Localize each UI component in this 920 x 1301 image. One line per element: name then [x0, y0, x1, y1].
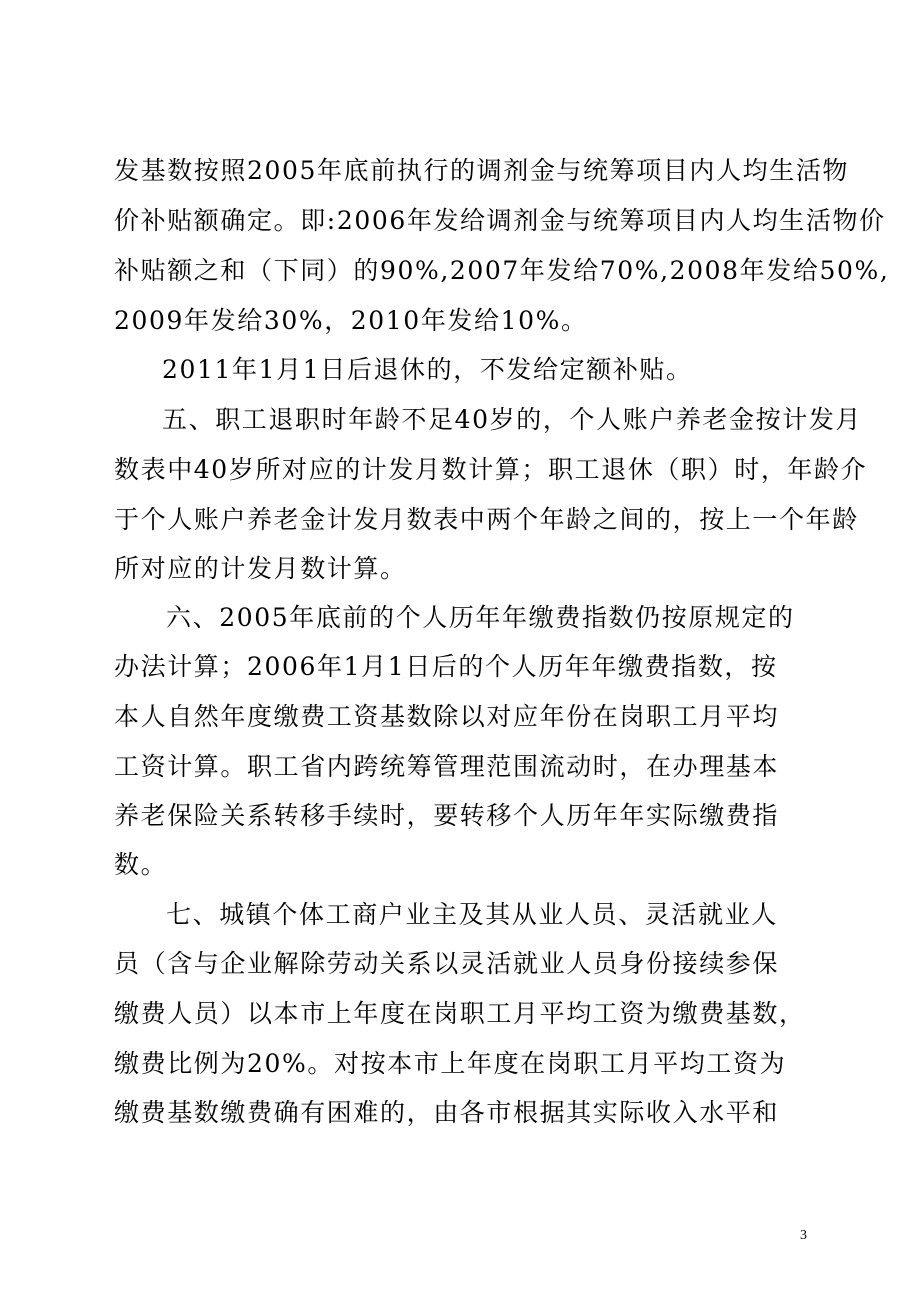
text-line: 七、城镇个体工商户业主及其从业人员、灵活就业人: [166, 900, 778, 929]
text-line: 六、2005年底前的个人历年年缴费指数仍按原规定的: [166, 603, 795, 632]
text-line: 数。: [114, 850, 168, 879]
text-line: 2011年1月1日后退休的，不发给定额补贴。: [162, 355, 693, 384]
text-line: 养老保险关系转移手续时，要转移个人历年年实际缴费指: [114, 801, 780, 830]
text-line: 发基数按照2005年底前执行的调剂金与统筹项目内人均生活物: [114, 156, 850, 185]
text-line: 五、职工退职时年龄不足40岁的，个人账户养老金按计发月: [162, 405, 863, 434]
text-line: 所对应的计发月数计算。: [114, 554, 407, 583]
text-line: 价补贴额确定。即:2006年发给调剂金与统筹项目内人均生活物价: [114, 206, 886, 235]
text-line: 工资计算。职工省内跨统筹管理范围流动时，在办理基本: [114, 752, 780, 781]
text-line: 数表中40岁所对应的计发月数计算；职工退休（职）时，年龄介: [114, 455, 868, 484]
page-number: 3: [800, 1228, 807, 1243]
text-line: 2009年发给30%，2010年发给10%。: [114, 306, 588, 335]
text-line: 于个人账户养老金计发月数表中两个年龄之间的，按上一个年龄: [114, 505, 859, 534]
text-line: 办法计算；2006年1月1日后的个人历年年缴费指数，按: [114, 652, 778, 681]
text-line: 缴费比例为20%。对按本市上年度在岗职工月平均工资为: [114, 1049, 787, 1078]
text-line: 缴费基数缴费确有困难的，由各市根据其实际收入水平和: [114, 1098, 780, 1127]
text-line: 本人自然年度缴费工资基数除以对应年份在岗职工月平均: [114, 702, 780, 731]
text-line: 员（含与企业解除劳动关系以灵活就业人员身份接续参保: [114, 949, 780, 978]
text-line: 缴费人员）以本市上年度在岗职工月平均工资为缴费基数，: [114, 999, 806, 1028]
text-line: 补贴额之和（下同）的90%,2007年发给70%,2008年发给50%,: [114, 256, 890, 285]
